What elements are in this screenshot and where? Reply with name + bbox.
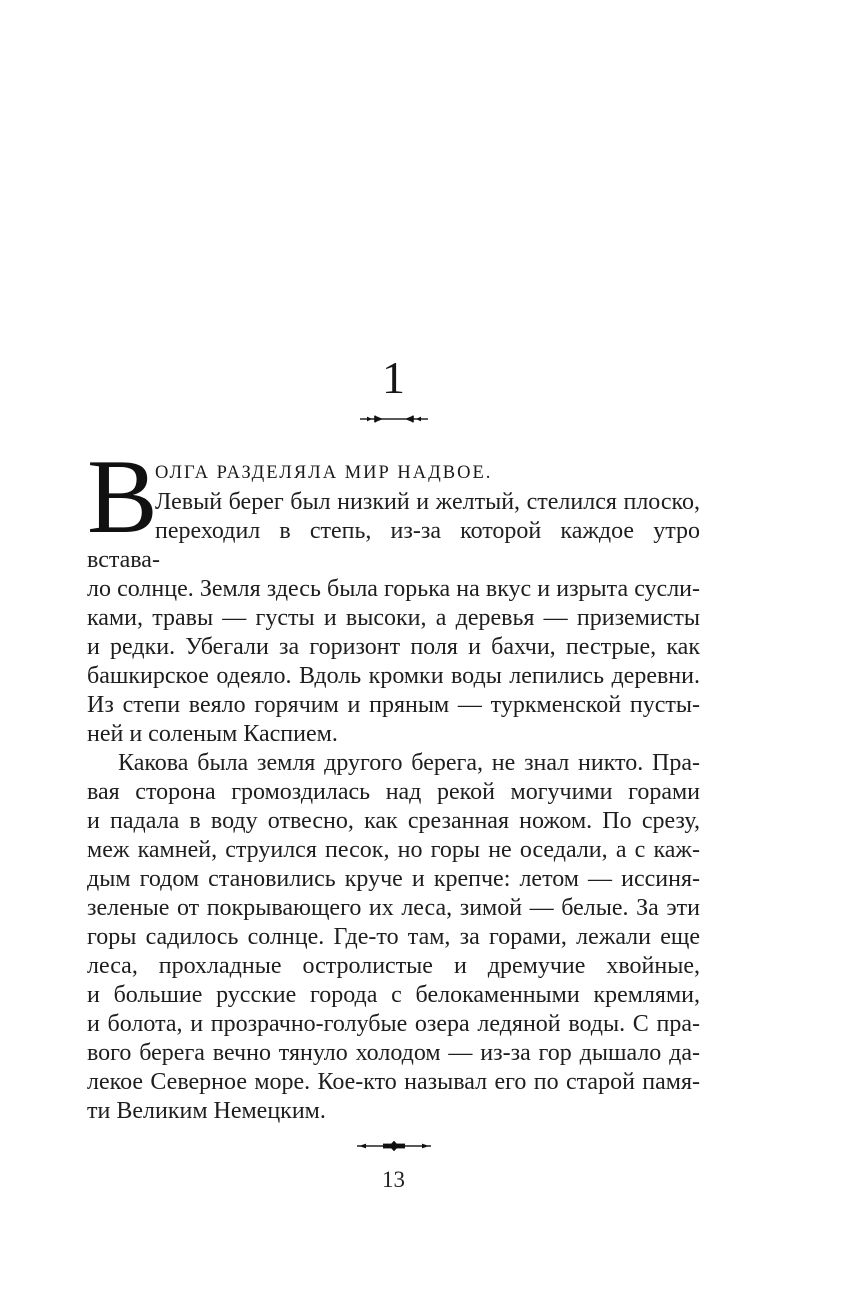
text-line: переходил в степь, из-за которой каждое утро встава- [87,518,700,573]
text-line: ками, травы — густы и высоки, а деревья — приземисты [87,605,700,631]
text-line: Левый берег был низкий и желтый, стелился плоско, [155,489,700,515]
text-line: Из степи веяло горячим и пряным — туркменской пусты- [87,692,700,718]
text-line: леса, прохладные остролистые и дремучие хвойные, [87,953,700,979]
text-line: и большие русские города с белокаменными кремлями, [87,982,700,1008]
chapter-number: 1 [382,352,405,403]
text-line: вого берега вечно тянуло холодом — из-за гор дышало да- [87,1040,700,1066]
text-line: и падала в воду отвесно, как срезанная ножом. По срезу, [87,808,700,834]
text-line: лекое Северное море. Кое-кто называл его по старой памя- [87,1069,700,1095]
text-line: дым годом становились круче и крепче: летом — иссиня- [87,866,700,892]
paragraph-1 [87,438,700,749]
text-line: башкирское одеяло. Вдоль кромки воды лепились деревни. [87,663,700,689]
arrows-inward-icon [360,413,428,425]
footer-divider-ornament [87,1140,700,1152]
opening-small-caps: ОЛГА РАЗДЕЛЯЛА МИР НАДВОЕ. [155,463,493,483]
text-line: горы садилось солнце. Где-то там, за горами, лежали еще [87,924,700,950]
text-column [87,0,700,1192]
text-line: ти Великим Немецким. [87,1098,326,1124]
text-line: и болота, и прозрачно-голубые озера ледяной воды. С пра- [87,1011,700,1037]
text-line: меж камней, струился песок, но горы не оседали, а с каж- [87,837,700,863]
page-number: 13 [382,1167,405,1192]
text-line: Какова была земля другого берега, не знал никто. Пра- [118,750,700,776]
text-line: вая сторона громоздилась над рекой могучими горами [87,779,700,805]
text-line: и редки. Убегали за горизонт поля и бахчи, пестрые, как [87,634,700,660]
arrows-outward-icon [357,1140,431,1152]
text-line: зеленые от покрывающего их леса, зимой — белые. За эти [87,895,700,921]
drop-cap: В [87,438,158,555]
text-line: ло солнце. Земля здесь была горька на вкус и изрыта сусли- [87,576,700,602]
paragraph-2 [87,749,700,1126]
text-line: ней и соленым Каспием. [87,721,338,747]
chapter-divider-ornament [87,413,700,425]
body-text [87,438,700,1126]
